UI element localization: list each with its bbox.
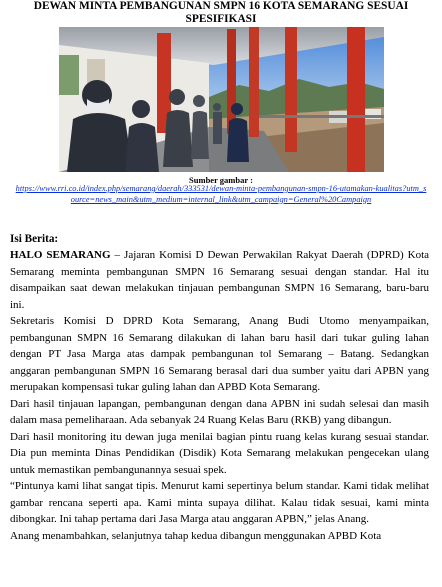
paragraph-text: Dari hasil tinjauan lapangan, pembangunan dengan dana APBN ini sudah selesai dan masih dalam masa pemeliharaan. Ada sebanyak 24 Ruang Kelas Baru (RKB) yang dibangun. <box>10 397 429 426</box>
paragraph <box>10 528 429 545</box>
section-heading: Isi Berita: <box>10 233 59 245</box>
paragraph-lead: HALO SEMARANG <box>10 249 111 261</box>
image-caption-label: Sumber gambar : <box>189 175 253 185</box>
paragraph <box>10 313 429 396</box>
paragraph-text: – Jajaran Komisi D Dewan Perwakilan Rakyat Daerah (DPRD) Kota Semarang meminta pembangunan SMPN 16 Semarang sesuai dengan standar. Hal itu disampaikan saat dewan melakukan tinjauan pembangunan SMPN 16 Semarang, baru-baru ini. <box>10 249 430 311</box>
article-photo <box>59 27 384 172</box>
paragraph <box>10 478 429 528</box>
paragraph-text: Anang menambahkan, selanjutnya tahap kedua dibangun menggunakan APBD Kota <box>10 529 382 542</box>
image-source-link[interactable]: https://www.rri.co.id/index.php/semarang/daerah/333531/dewan-minta-pembangunan-smpn-16-utamakan-kualitas?utm_source=news_main&utm_medium=internal_link&utm_campaign=General%20Campaign <box>15 184 427 204</box>
paragraph-text: Sekretaris Komisi D DPRD Kota Semarang, Anang Budi Utomo menyampaikan, pembangunan SMPN 16 Semarang dilakukan di lahan baru hasil dari tukar guling lahan dengan PT Jasa Marga atas dampak pembangunan tol Semarang – Batang. Sedangkan anggaran pembangunan SMPN 16 Semarang berasal dari dua sumber yaitu dari APBN yang merupakan kompensasi tukar guling lahan dan APBD Kota Semarang. <box>10 315 429 393</box>
article-body <box>10 247 429 544</box>
article-title: DEWAN MINTA PEMBANGUNAN SMPN 16 KOTA SEMARANG SESUAI SPESIFIKASI <box>33 0 409 25</box>
paragraph-text: “Pintunya kami lihat sangat tipis. Menurut kami sepertinya belum standar. Kami tidak melihat gambar rencana seperti apa. Kami minta supaya dilihat. Kalau tidak sesuai, kami minta dibongkar. Ini tahap pertama dari Jasa Marga atau anggaran APBN,” jelas Anang. <box>10 480 429 525</box>
paragraph <box>10 396 429 429</box>
paragraph <box>10 247 429 313</box>
paragraph <box>10 429 429 479</box>
paragraph-text: Dari hasil monitoring itu dewan juga menilai bagian pintu ruang kelas kurang sesuai standar. Dia pun meminta Dinas Pendidikan (Disdik) Kota Semarang melakukan pengecekan ulang untuk memastikan pembangunannya sesuai spek. <box>10 430 429 476</box>
